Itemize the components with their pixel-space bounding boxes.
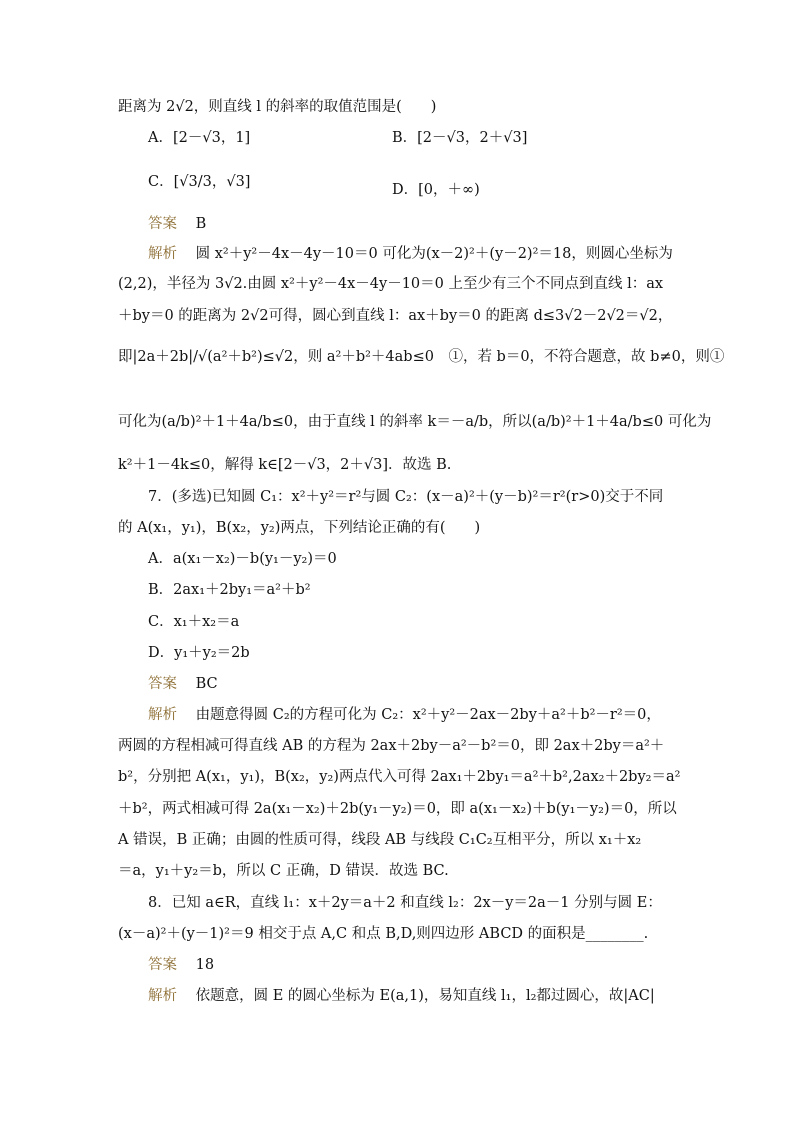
analysis-text: 依题意，圆 E 的圆心坐标为 E(a,1)，易知直线 l₁，l₂都过圆心，故|AC| — [195, 988, 655, 1004]
text-line: ＋b²，两式相减可得 2a(x₁－x₂)＋2b(y₁－y₂)＝0，即 a(x₁－x₂)＋b(y₁－y₂)＝0，所以 — [118, 801, 677, 817]
answer-row — [148, 214, 683, 234]
text-line: 两圆的方程相减可得直线 AB 的方程为 2ax＋2by－a²－b²＝0，即 2ax＋2by＝a²＋ — [118, 738, 665, 754]
analysis-label: 解析 — [148, 246, 177, 262]
text-line: 的 A(x₁，y₁)，B(x₂，y₂)两点，下列结论正确的有( ) — [118, 520, 481, 536]
analysis-label: 解析 — [148, 988, 177, 1004]
q7-option-d: D．y₁＋y₂＝2b — [148, 645, 250, 661]
analysis-row — [148, 705, 683, 725]
question-7: 7．(多选)已知圆 C₁：x²＋y²＝r²与圆 C₂：(x－a)²＋(y－b)²＝r²(r>0)交于不同 — [148, 489, 664, 505]
text-line: ＋by＝0 的距离为 2√2可得，圆心到直线 l：ax＋by＝0 的距离 d≤3√2－2√2＝√2， — [118, 308, 673, 324]
text-line: k²＋1－4k≤0，解得 k∈[2－√3，2＋√3]．故选 B. — [118, 457, 452, 473]
answer-label: 答案 — [148, 216, 177, 232]
question-8: 8．已知 a∈R，直线 l₁：x＋2y＝a＋2 和直线 l₂：2x－y＝2a－1 分别与圆 E： — [148, 895, 662, 911]
answer-value: BC — [195, 676, 218, 692]
analysis-text: 由题意得圆 C₂的方程可化为 C₂：x²＋y²－2ax－2by＋a²＋b²－r²＝0， — [195, 707, 661, 723]
answer-label: 答案 — [148, 676, 177, 692]
answer-label: 答案 — [148, 957, 177, 973]
option-d: D．[0，＋∞) — [392, 182, 480, 198]
q7-option-c: C．x₁＋x₂＝a — [148, 614, 240, 630]
text-line: b²，分别把 A(x₁，y₁)，B(x₂，y₂)两点代入可得 2ax₁＋2by₁＝a²＋b²,2ax₂＋2by₂＝a² — [118, 769, 681, 785]
text-line: 即|2a＋2b|/√(a²＋b²)≤√2，则 a²＋b²＋4ab≤0 ①，若 b＝0，不符合题意，故 b≠0，则① — [118, 349, 725, 365]
text-line: 可化为(a/b)²＋1＋4a/b≤0，由于直线 l 的斜率 k＝－a/b，所以(a/b)²＋1＋4a/b≤0 可化为 — [118, 414, 712, 430]
text-line: (x－a)²＋(y－1)²＝9 相交于点 A,C 和点 B,D,则四边形 ABCD 的面积是________. — [118, 926, 649, 942]
text-line: A 错误，B 正确；由圆的性质可得，线段 AB 与线段 C₁C₂互相平分，所以 x₁＋x₂ — [118, 832, 642, 848]
analysis-label: 解析 — [148, 707, 177, 723]
answer-value: B — [195, 216, 207, 232]
analysis-text: 圆 x²＋y²－4x－4y－10＝0 可化为(x－2)²＋(y－2)²＝18，则圆心坐标为 — [195, 246, 673, 262]
analysis-row — [148, 986, 683, 1006]
text-line: (2,2)，半径为 3√2.由圆 x²＋y²－4x－4y－10＝0 上至少有三个不同点到直线 l：ax — [118, 276, 664, 292]
analysis-row — [148, 244, 683, 264]
option-c: C．[√3/3，√3] — [148, 174, 251, 190]
answer-value: 18 — [195, 957, 215, 973]
text-line: ＝a，y₁＋y₂＝b，所以 C 正确，D 错误．故选 BC. — [118, 863, 449, 879]
answer-row — [148, 955, 683, 975]
q7-option-a: A．a(x₁－x₂)－b(y₁－y₂)＝0 — [148, 551, 337, 567]
q7-option-b: B．2ax₁＋2by₁＝a²＋b² — [148, 582, 311, 598]
option-b: B．[2－√3，2＋√3] — [392, 130, 528, 146]
answer-row — [148, 674, 683, 694]
option-a: A．[2－√3，1] — [148, 130, 251, 146]
text-line: 距离为 2√2，则直线 l 的斜率的取值范围是( ) — [118, 99, 437, 115]
